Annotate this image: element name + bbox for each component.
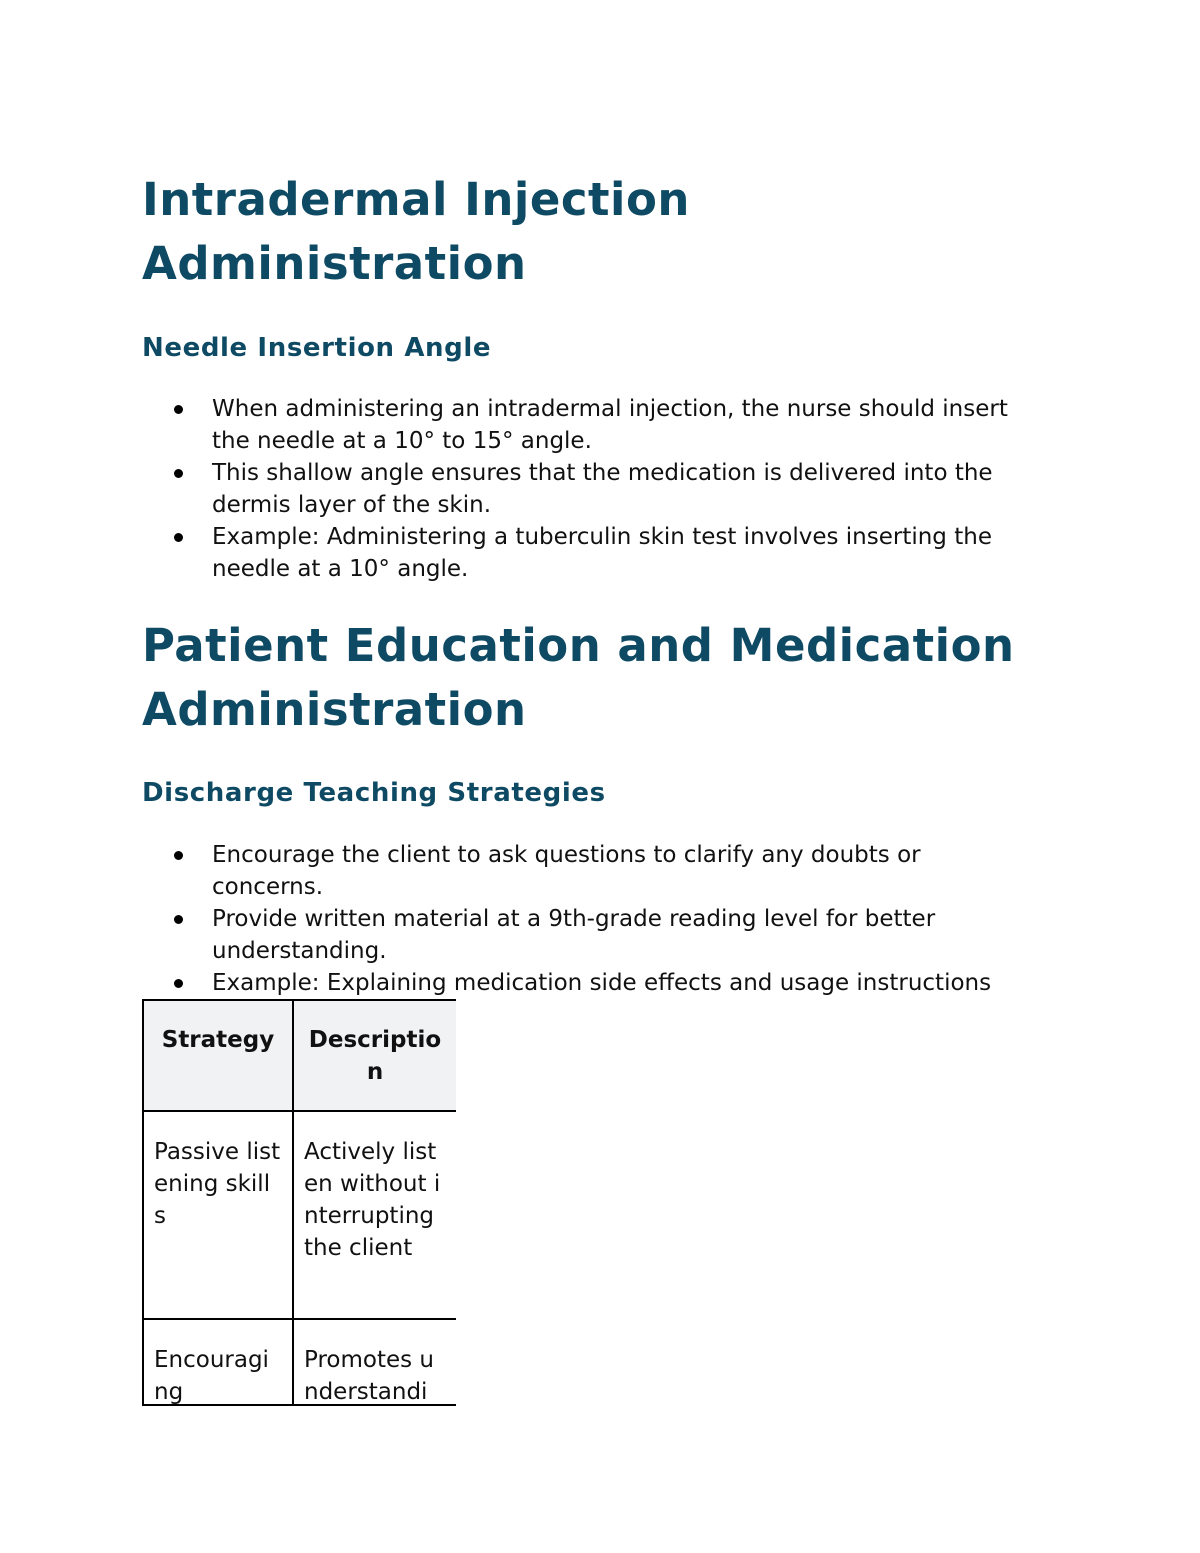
table-row — [143, 1319, 456, 1406]
table-cell-strategy: Passive listening skills — [143, 1111, 293, 1319]
table-cell-strategy: Encouraging — [143, 1319, 293, 1406]
section-title-intradermal-injection: Intradermal Injection Administration — [142, 173, 690, 290]
table-header-strategy: Strategy — [143, 1000, 293, 1111]
list-item-text: When administering an intradermal injection, the nurse should insert the needle at a 10° to 15° angle. — [212, 396, 1008, 454]
section-title-patient-education: Patient Education and Medication Administration — [142, 619, 1015, 736]
table-cell-description: Actively listen without interrupting the client — [293, 1111, 456, 1319]
list-item — [142, 521, 1022, 585]
list-item-text: Encourage the client to ask questions to clarify any doubts or concerns. — [212, 842, 921, 900]
table-header-row — [143, 1000, 456, 1111]
bullet-icon — [174, 851, 183, 860]
list-item-text: Example: Explaining medication side effects and usage instructions — [212, 970, 992, 996]
strategy-table-container — [142, 999, 456, 1406]
subsection-title-discharge-teaching: Discharge Teaching Strategies — [142, 778, 606, 808]
list-item — [142, 457, 1022, 521]
list-item — [142, 839, 1022, 903]
needle-angle-bullet-list — [142, 393, 1022, 585]
list-item-text: This shallow angle ensures that the medication is delivered into the dermis layer of the skin. — [212, 460, 993, 518]
bullet-icon — [174, 469, 183, 478]
bullet-icon — [174, 915, 183, 924]
list-item-text: Example: Administering a tuberculin skin test involves inserting the needle at a 10° angle. — [212, 524, 992, 582]
bullet-icon — [174, 405, 183, 414]
table-row — [143, 1111, 456, 1319]
bullet-icon — [174, 979, 183, 988]
list-item — [142, 903, 1022, 967]
table-header-description: Description — [293, 1000, 456, 1111]
table-cell-description: Promotes understandi — [293, 1319, 456, 1406]
list-item — [142, 393, 1022, 457]
subsection-title-needle-angle: Needle Insertion Angle — [142, 333, 492, 363]
bullet-icon — [174, 533, 183, 542]
list-item-text: Provide written material at a 9th-grade reading level for better understanding. — [212, 906, 936, 964]
strategy-table — [142, 999, 456, 1406]
